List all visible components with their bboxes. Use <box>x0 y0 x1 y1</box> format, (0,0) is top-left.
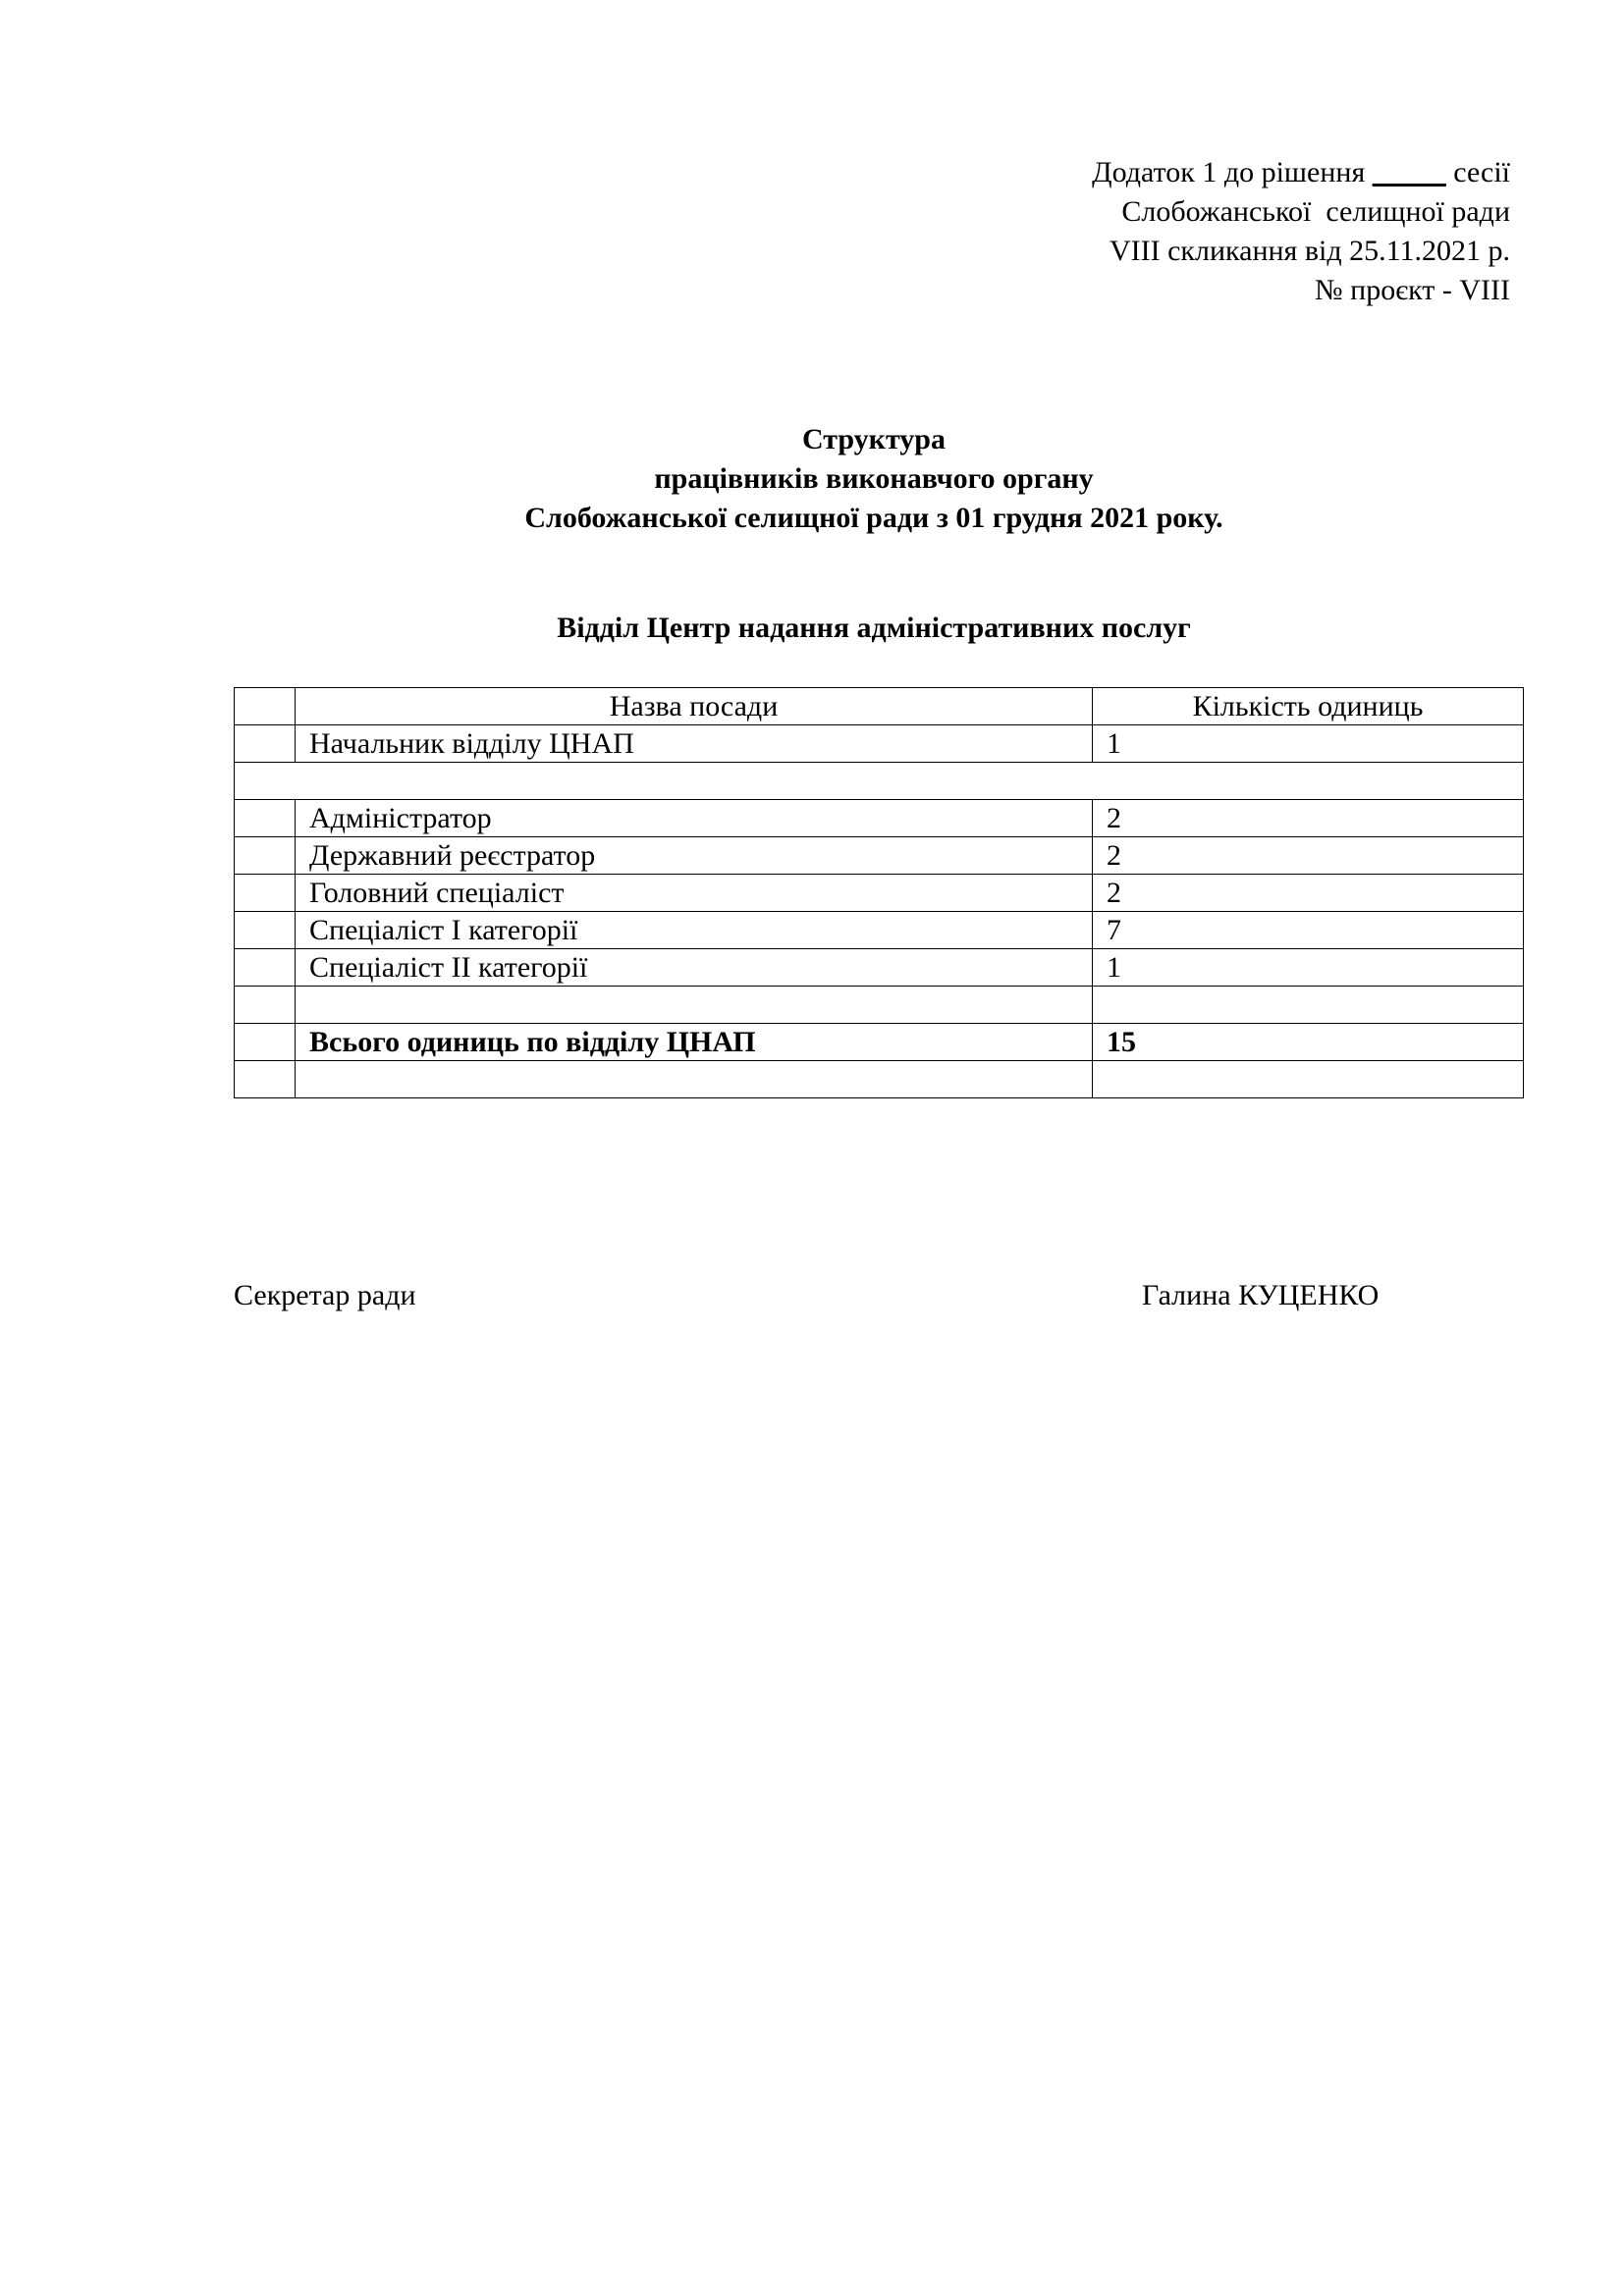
total-quantity-cell: 15 <box>1093 1024 1524 1061</box>
row-number-cell <box>235 987 296 1024</box>
table-total-row <box>235 1024 1524 1061</box>
quantity-cell: 1 <box>1093 949 1524 987</box>
quantity-cell: 2 <box>1093 875 1524 912</box>
document-title <box>0 420 1624 538</box>
row-number-cell <box>235 1061 296 1098</box>
row-number-cell <box>235 1024 296 1061</box>
signatory-name: Галина КУЦЕНКО <box>1142 1279 1380 1311</box>
position-name-cell <box>296 987 1093 1024</box>
header-line-3: VIII скликання від 25.11.2021 р. <box>1109 235 1510 267</box>
quantity-cell: 2 <box>1093 837 1524 875</box>
signatory-position: Секретар ради <box>234 1279 416 1311</box>
table-row <box>235 800 1524 837</box>
position-name-cell: Головний спеціаліст <box>296 875 1093 912</box>
table-row <box>235 725 1524 763</box>
spacer-cell <box>235 763 1524 800</box>
position-name-cell: Начальник відділу ЦНАП <box>296 725 1093 763</box>
position-name-cell: Адміністратор <box>296 800 1093 837</box>
row-number-cell <box>235 725 296 763</box>
document-header <box>1092 153 1510 310</box>
title-line-1: Структура <box>802 423 946 455</box>
position-name-cell: Спеціаліст І категорії <box>296 912 1093 949</box>
header-line-4: № проєкт - VIII <box>1315 274 1510 306</box>
row-number-cell <box>235 875 296 912</box>
quantity-cell: 2 <box>1093 800 1524 837</box>
header-number-cell <box>235 688 296 725</box>
table-row <box>235 949 1524 987</box>
quantity-cell <box>1093 1061 1524 1098</box>
staff-table <box>234 687 1524 1098</box>
header-quantity-cell: Кількість одиниць <box>1093 688 1524 725</box>
position-name-cell: Державний реєстратор <box>296 837 1093 875</box>
total-label-cell: Всього одиниць по відділу ЦНАП <box>296 1024 1093 1061</box>
row-number-cell <box>235 912 296 949</box>
quantity-cell <box>1093 987 1524 1024</box>
quantity-cell: 7 <box>1093 912 1524 949</box>
session-number-blank: _____ <box>1372 156 1446 188</box>
table-header-row <box>235 688 1524 725</box>
table-row <box>235 912 1524 949</box>
header-position-cell: Назва посади <box>296 688 1093 725</box>
position-name-cell <box>296 1061 1093 1098</box>
table-row <box>235 1061 1524 1098</box>
position-name-cell: Спеціаліст ІІ категорії <box>296 949 1093 987</box>
table-row <box>235 837 1524 875</box>
header-line-1: Додаток 1 до рішення _____ сесії <box>1092 156 1510 188</box>
row-number-cell <box>235 800 296 837</box>
row-number-cell <box>235 837 296 875</box>
table-spacer-row <box>235 763 1524 800</box>
department-title: Відділ Центр надання адміністративних послуг <box>557 612 1191 644</box>
table-row <box>235 875 1524 912</box>
row-number-cell <box>235 949 296 987</box>
header-line-2: Слобожанської селищної ради <box>1121 195 1510 228</box>
title-line-2: працівників виконавчого органу <box>654 462 1094 495</box>
title-line-3: Слобожанської селищної ради з 01 грудня 2021 року. <box>524 502 1223 534</box>
quantity-cell: 1 <box>1093 725 1524 763</box>
table-row <box>235 987 1524 1024</box>
